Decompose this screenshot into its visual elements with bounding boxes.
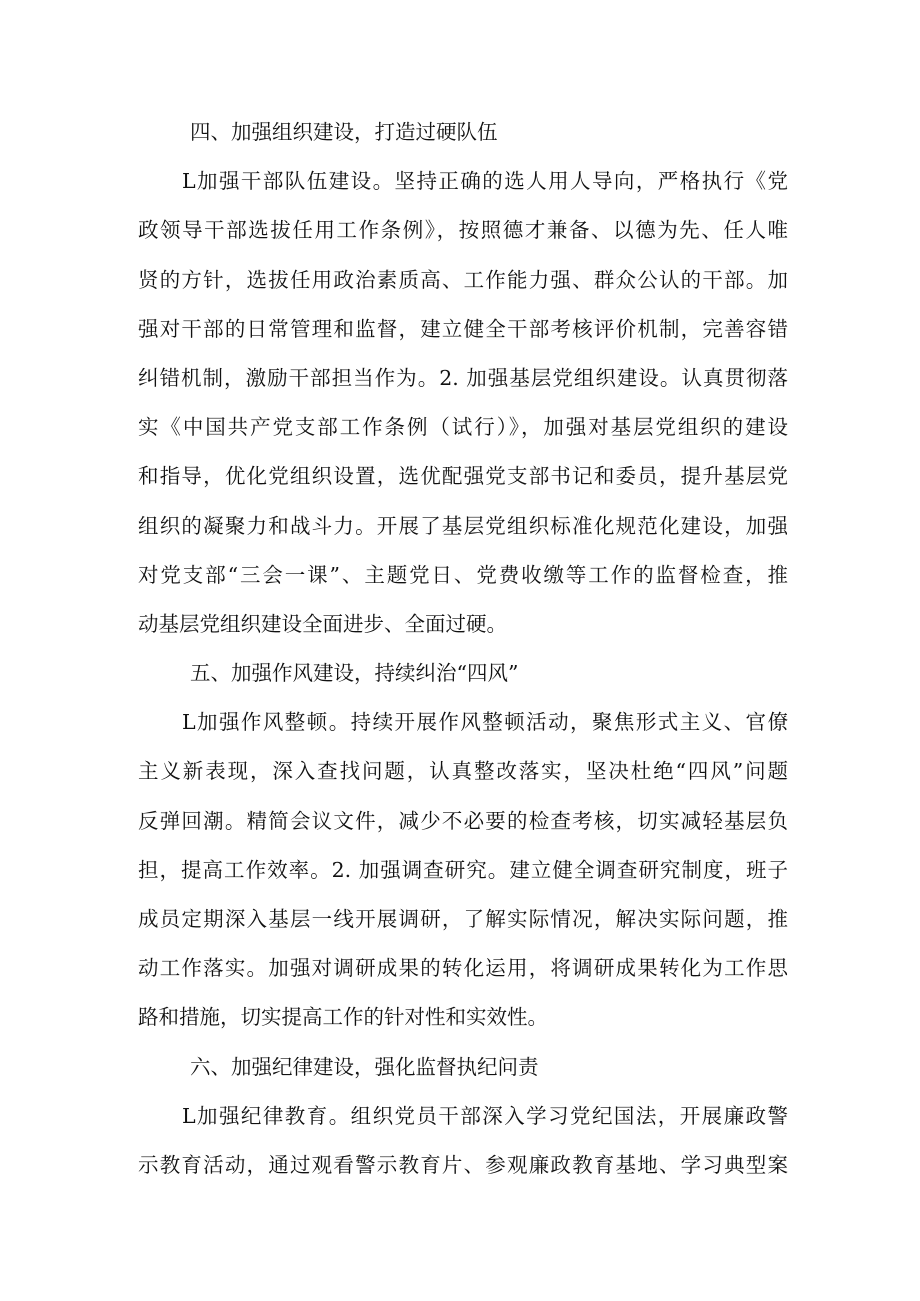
- paragraph-line: 纠错机制，激励干部担当作为。2. 加强基层党组织建设。认真贯彻落: [138, 365, 788, 390]
- paragraph-line: 和指导，优化党组织设置，选优配强党支部书记和委员，提升基层党: [138, 464, 788, 489]
- paragraph-line: 担，提高工作效率。2. 加强调查研究。建立健全调查研究制度，班子: [138, 857, 788, 882]
- paragraph-line: 主义新表现，深入查找问题，认真整改落实，坚决杜绝“四风”问题: [138, 759, 788, 784]
- paragraph-line: 路和措施，切实提高工作的针对性和实效性。: [138, 1005, 548, 1030]
- paragraph-line: 强对干部的日常管理和监督，建立健全干部考核评价机制，完善容错: [138, 316, 788, 341]
- paragraph-line: 政领导干部选拔任用工作条例》，按照德才兼备、以德为先、任人唯: [138, 218, 788, 243]
- paragraph-line: 反弹回潮。精简会议文件，减少不必要的检查考核，切实减轻基层负: [138, 808, 788, 833]
- paragraph-line: 示教育活动，通过观看警示教育片、参观廉政教育基地、学习典型案: [138, 1152, 788, 1177]
- paragraph-line: 动基层党组织建设全面进步、全面过硬。: [138, 611, 507, 636]
- section-heading-4: 四、加强组织建设，打造过硬队伍: [190, 120, 498, 144]
- paragraph-line: 组织的凝聚力和战斗力。开展了基层党组织标准化规范化建设，加强: [138, 513, 788, 538]
- section-heading-6: 六、加强纪律建设，强化监督执纪问责: [190, 1054, 539, 1079]
- paragraph-line: 贤的方针，选拔任用政治素质高、工作能力强、群众公认的干部。加: [138, 267, 788, 292]
- section-heading-5: 五、加强作风建设，持续纠治“四风”: [190, 661, 519, 686]
- paragraph-line: 动工作落实。加强对调研成果的转化运用，将调研成果转化为工作思: [138, 956, 788, 981]
- paragraph-line: L加强干部队伍建设。坚持正确的选人用人导向，严格执行《党: [182, 169, 788, 194]
- paragraph-line: 实《中国共产党支部工作条例（试行）》，加强对基层党组织的建设: [138, 415, 788, 440]
- document-body: [138, 108, 788, 1190]
- paragraph-line: 对党支部“三会一课”、主题党日、党费收缴等工作的监督检查，推: [138, 562, 788, 587]
- paragraph-line: L加强纪律教育。组织党员干部深入学习党纪国法，开展廉政警: [182, 1103, 788, 1128]
- paragraph-line: 成员定期深入基层一线开展调研，了解实际情况，解决实际问题，推: [138, 907, 788, 931]
- paragraph-line: L加强作风整顿。持续开展作风整顿活动，聚焦形式主义、官僚: [182, 710, 788, 735]
